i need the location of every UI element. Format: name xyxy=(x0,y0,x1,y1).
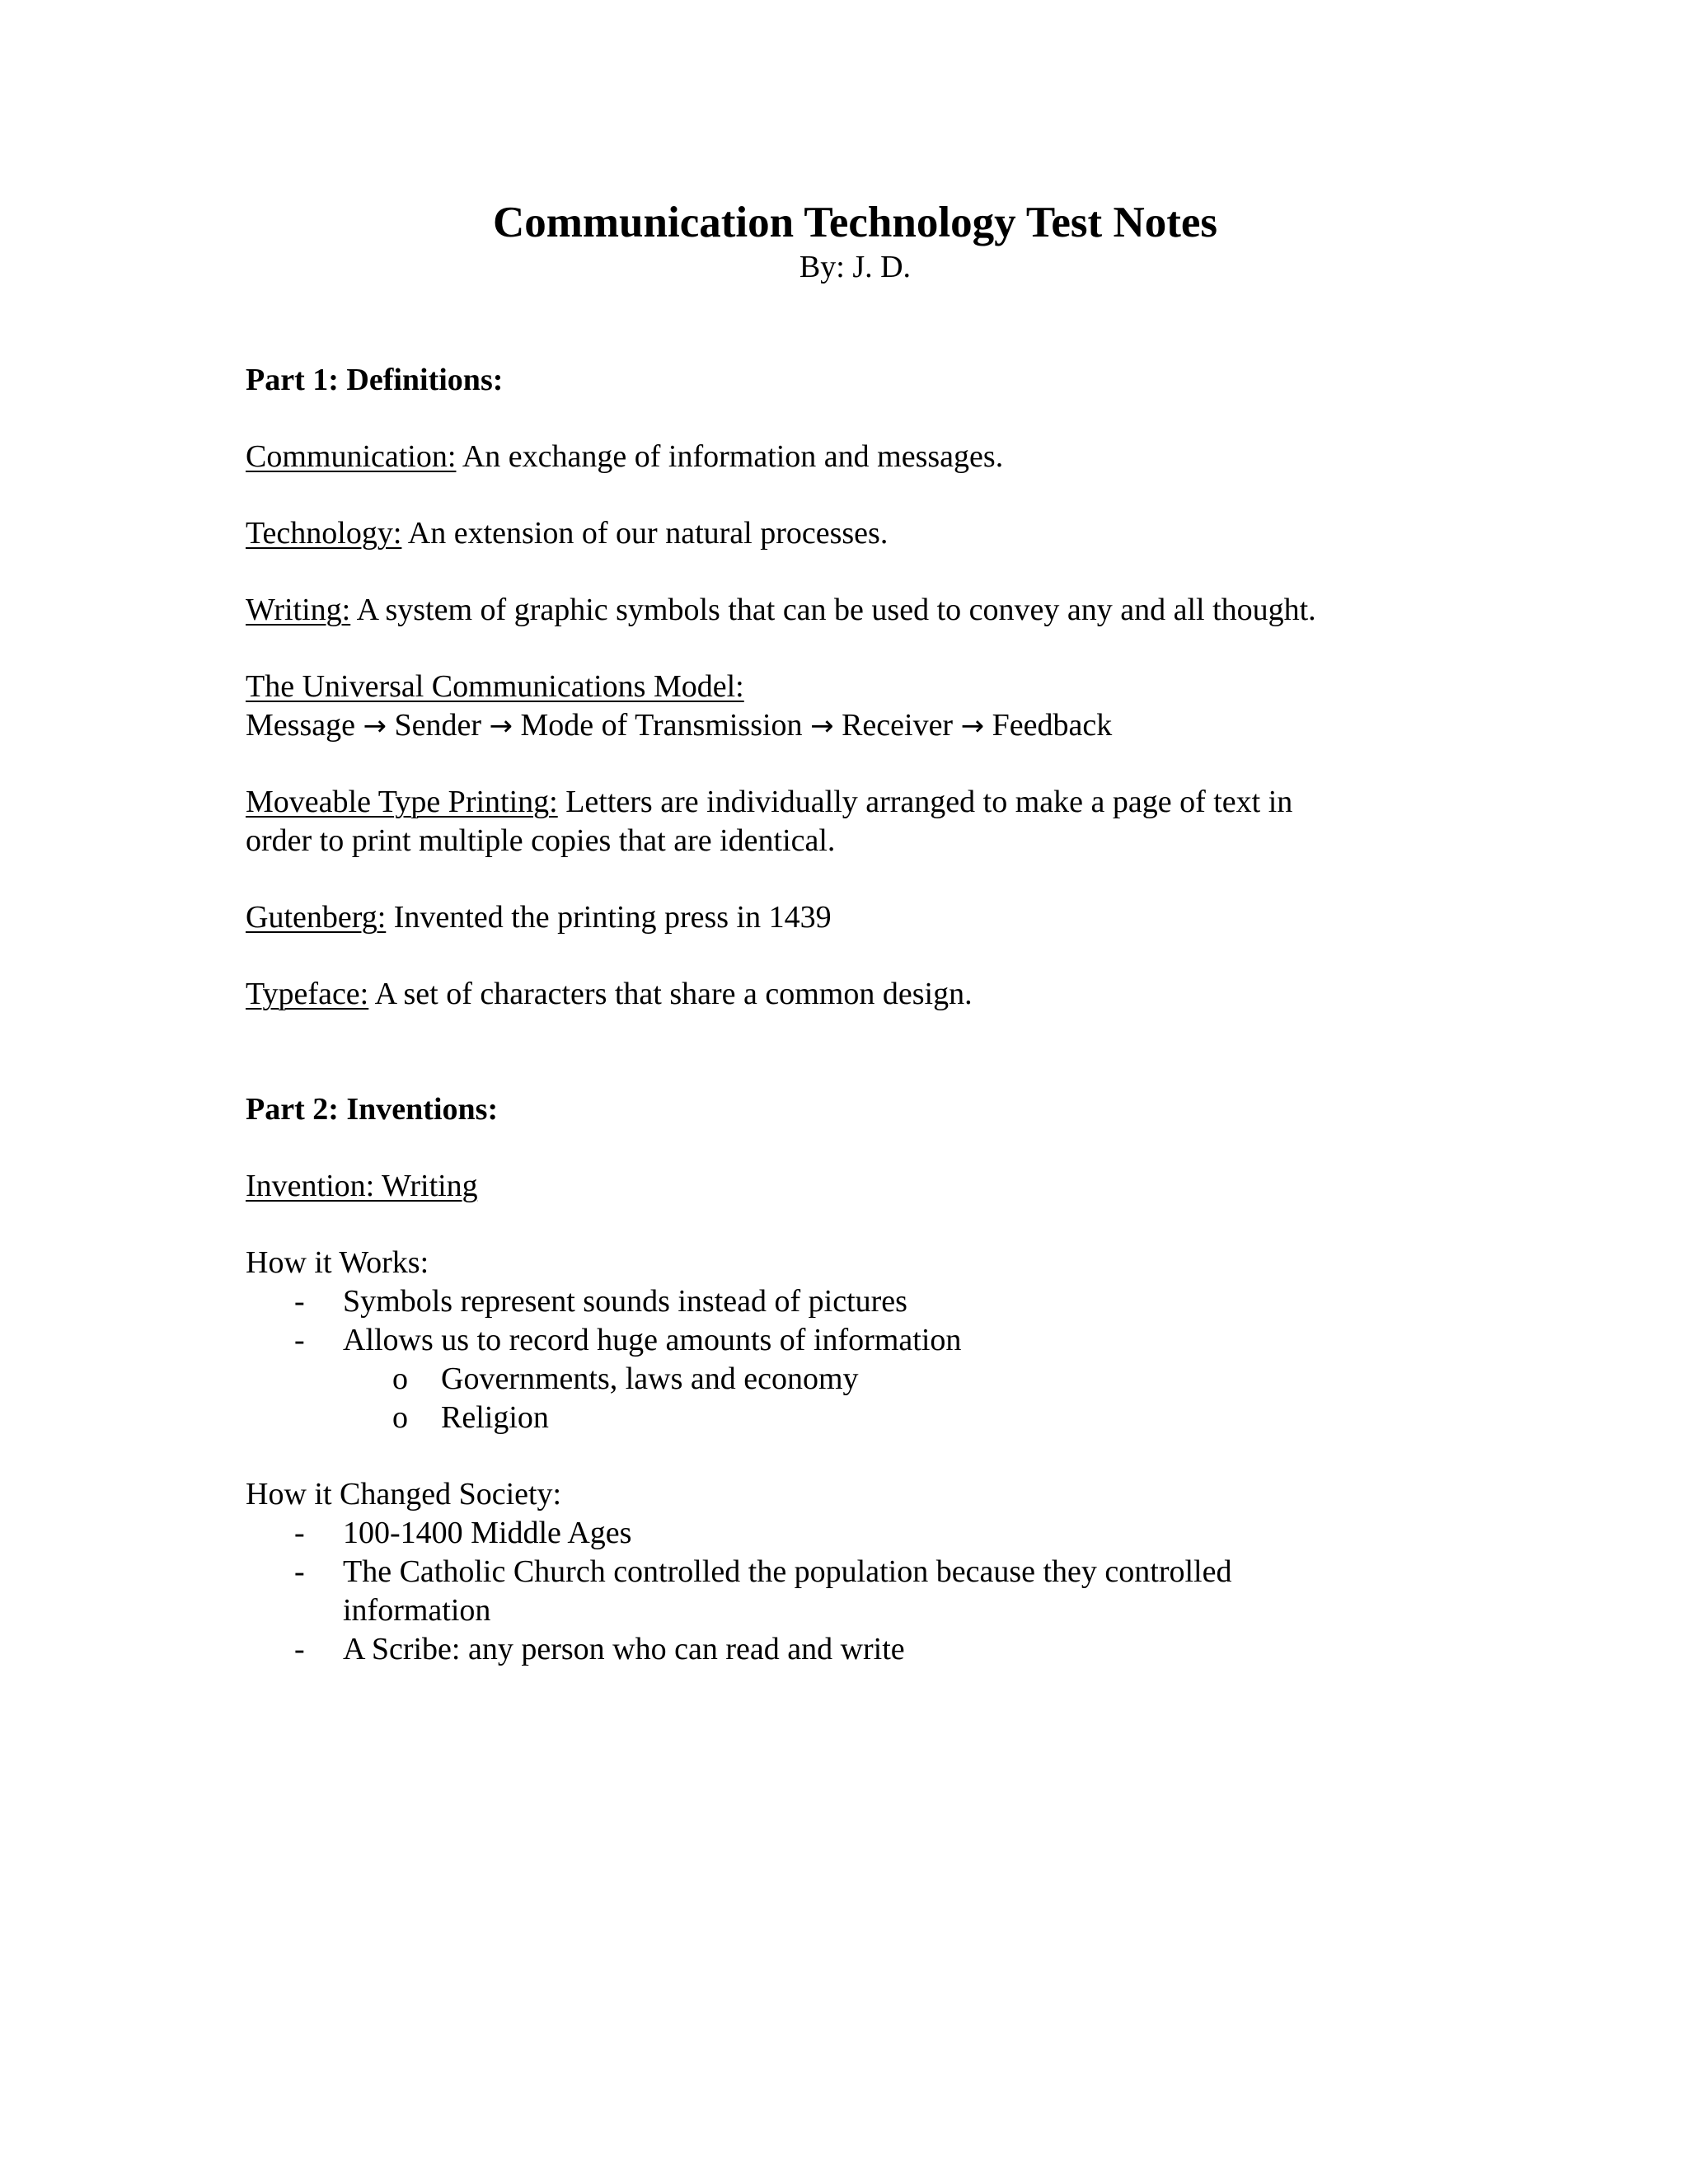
definition-moveable-text-2: order to print multiple copies that are identical. xyxy=(246,823,836,858)
model-step-mode: Mode of Transmission xyxy=(520,708,803,743)
dash-bullet: - xyxy=(294,1632,305,1666)
document-author: By: J. D. xyxy=(799,250,912,284)
arrow-right-icon: → xyxy=(363,710,387,743)
definition-moveable-type xyxy=(246,783,1292,822)
model-step-feedback: Feedback xyxy=(992,708,1113,743)
definition-gutenberg-text: Invented the printing press in 1439 xyxy=(386,900,832,935)
definition-writing xyxy=(246,591,1316,630)
list-item: 100-1400 Middle Ages xyxy=(343,1516,632,1550)
list-item: Allows us to record huge amounts of information xyxy=(343,1323,962,1357)
model-steps-line xyxy=(246,706,1112,746)
definition-technology-text: An extension of our natural processes. xyxy=(401,516,889,551)
how-it-changed-label: How it Changed Society: xyxy=(246,1477,562,1511)
how-it-works-label: How it Works: xyxy=(246,1245,429,1280)
definition-technology xyxy=(246,514,888,553)
term-moveable-type: Moveable Type Printing: xyxy=(246,785,558,819)
circle-bullet: o xyxy=(392,1400,408,1435)
definition-communication-text: An exchange of information and messages. xyxy=(456,439,1004,474)
arrow-right-icon: → xyxy=(810,710,834,743)
list-item: The Catholic Church controlled the population because they controlled xyxy=(343,1554,1232,1589)
circle-bullet: o xyxy=(392,1361,408,1396)
list-item: A Scribe: any person who can read and write xyxy=(343,1632,905,1666)
term-universal-model: The Universal Communications Model: xyxy=(246,669,744,704)
list-item: Symbols represent sounds instead of pictures xyxy=(343,1284,907,1319)
document-title: Communication Technology Test Notes xyxy=(492,199,1218,246)
term-technology: Technology: xyxy=(246,516,402,551)
list-subitem: Governments, laws and economy xyxy=(441,1361,859,1396)
dash-bullet: - xyxy=(294,1554,305,1589)
dash-bullet: - xyxy=(294,1516,305,1550)
definition-gutenberg xyxy=(246,898,832,937)
list-subitem: Religion xyxy=(441,1400,549,1435)
model-step-receiver: Receiver xyxy=(842,708,954,743)
definition-communication xyxy=(246,438,1003,476)
definition-writing-text: A system of graphic symbols that can be used to convey any and all thought. xyxy=(350,593,1316,627)
part1-heading: Part 1: Definitions: xyxy=(246,363,504,397)
definition-moveable-text-1: Letters are individually arranged to make a page of text in xyxy=(557,785,1293,819)
invention-label-line xyxy=(246,1167,478,1206)
model-step-sender: Sender xyxy=(394,708,481,743)
invention-label: Invention: Writing xyxy=(246,1169,478,1203)
model-term-line xyxy=(246,668,744,706)
model-step-message: Message xyxy=(246,708,355,743)
dash-bullet: - xyxy=(294,1284,305,1319)
part2-heading: Part 2: Inventions: xyxy=(246,1092,499,1127)
term-writing: Writing: xyxy=(246,593,351,627)
term-communication: Communication: xyxy=(246,439,457,474)
list-item-continuation: information xyxy=(343,1593,491,1628)
term-gutenberg: Gutenberg: xyxy=(246,900,387,935)
arrow-right-icon: → xyxy=(489,710,513,743)
definition-typeface xyxy=(246,975,973,1014)
term-typeface: Typeface: xyxy=(246,977,369,1011)
definition-typeface-text: A set of characters that share a common design. xyxy=(368,977,973,1011)
arrow-right-icon: → xyxy=(960,710,985,743)
dash-bullet: - xyxy=(294,1323,305,1357)
